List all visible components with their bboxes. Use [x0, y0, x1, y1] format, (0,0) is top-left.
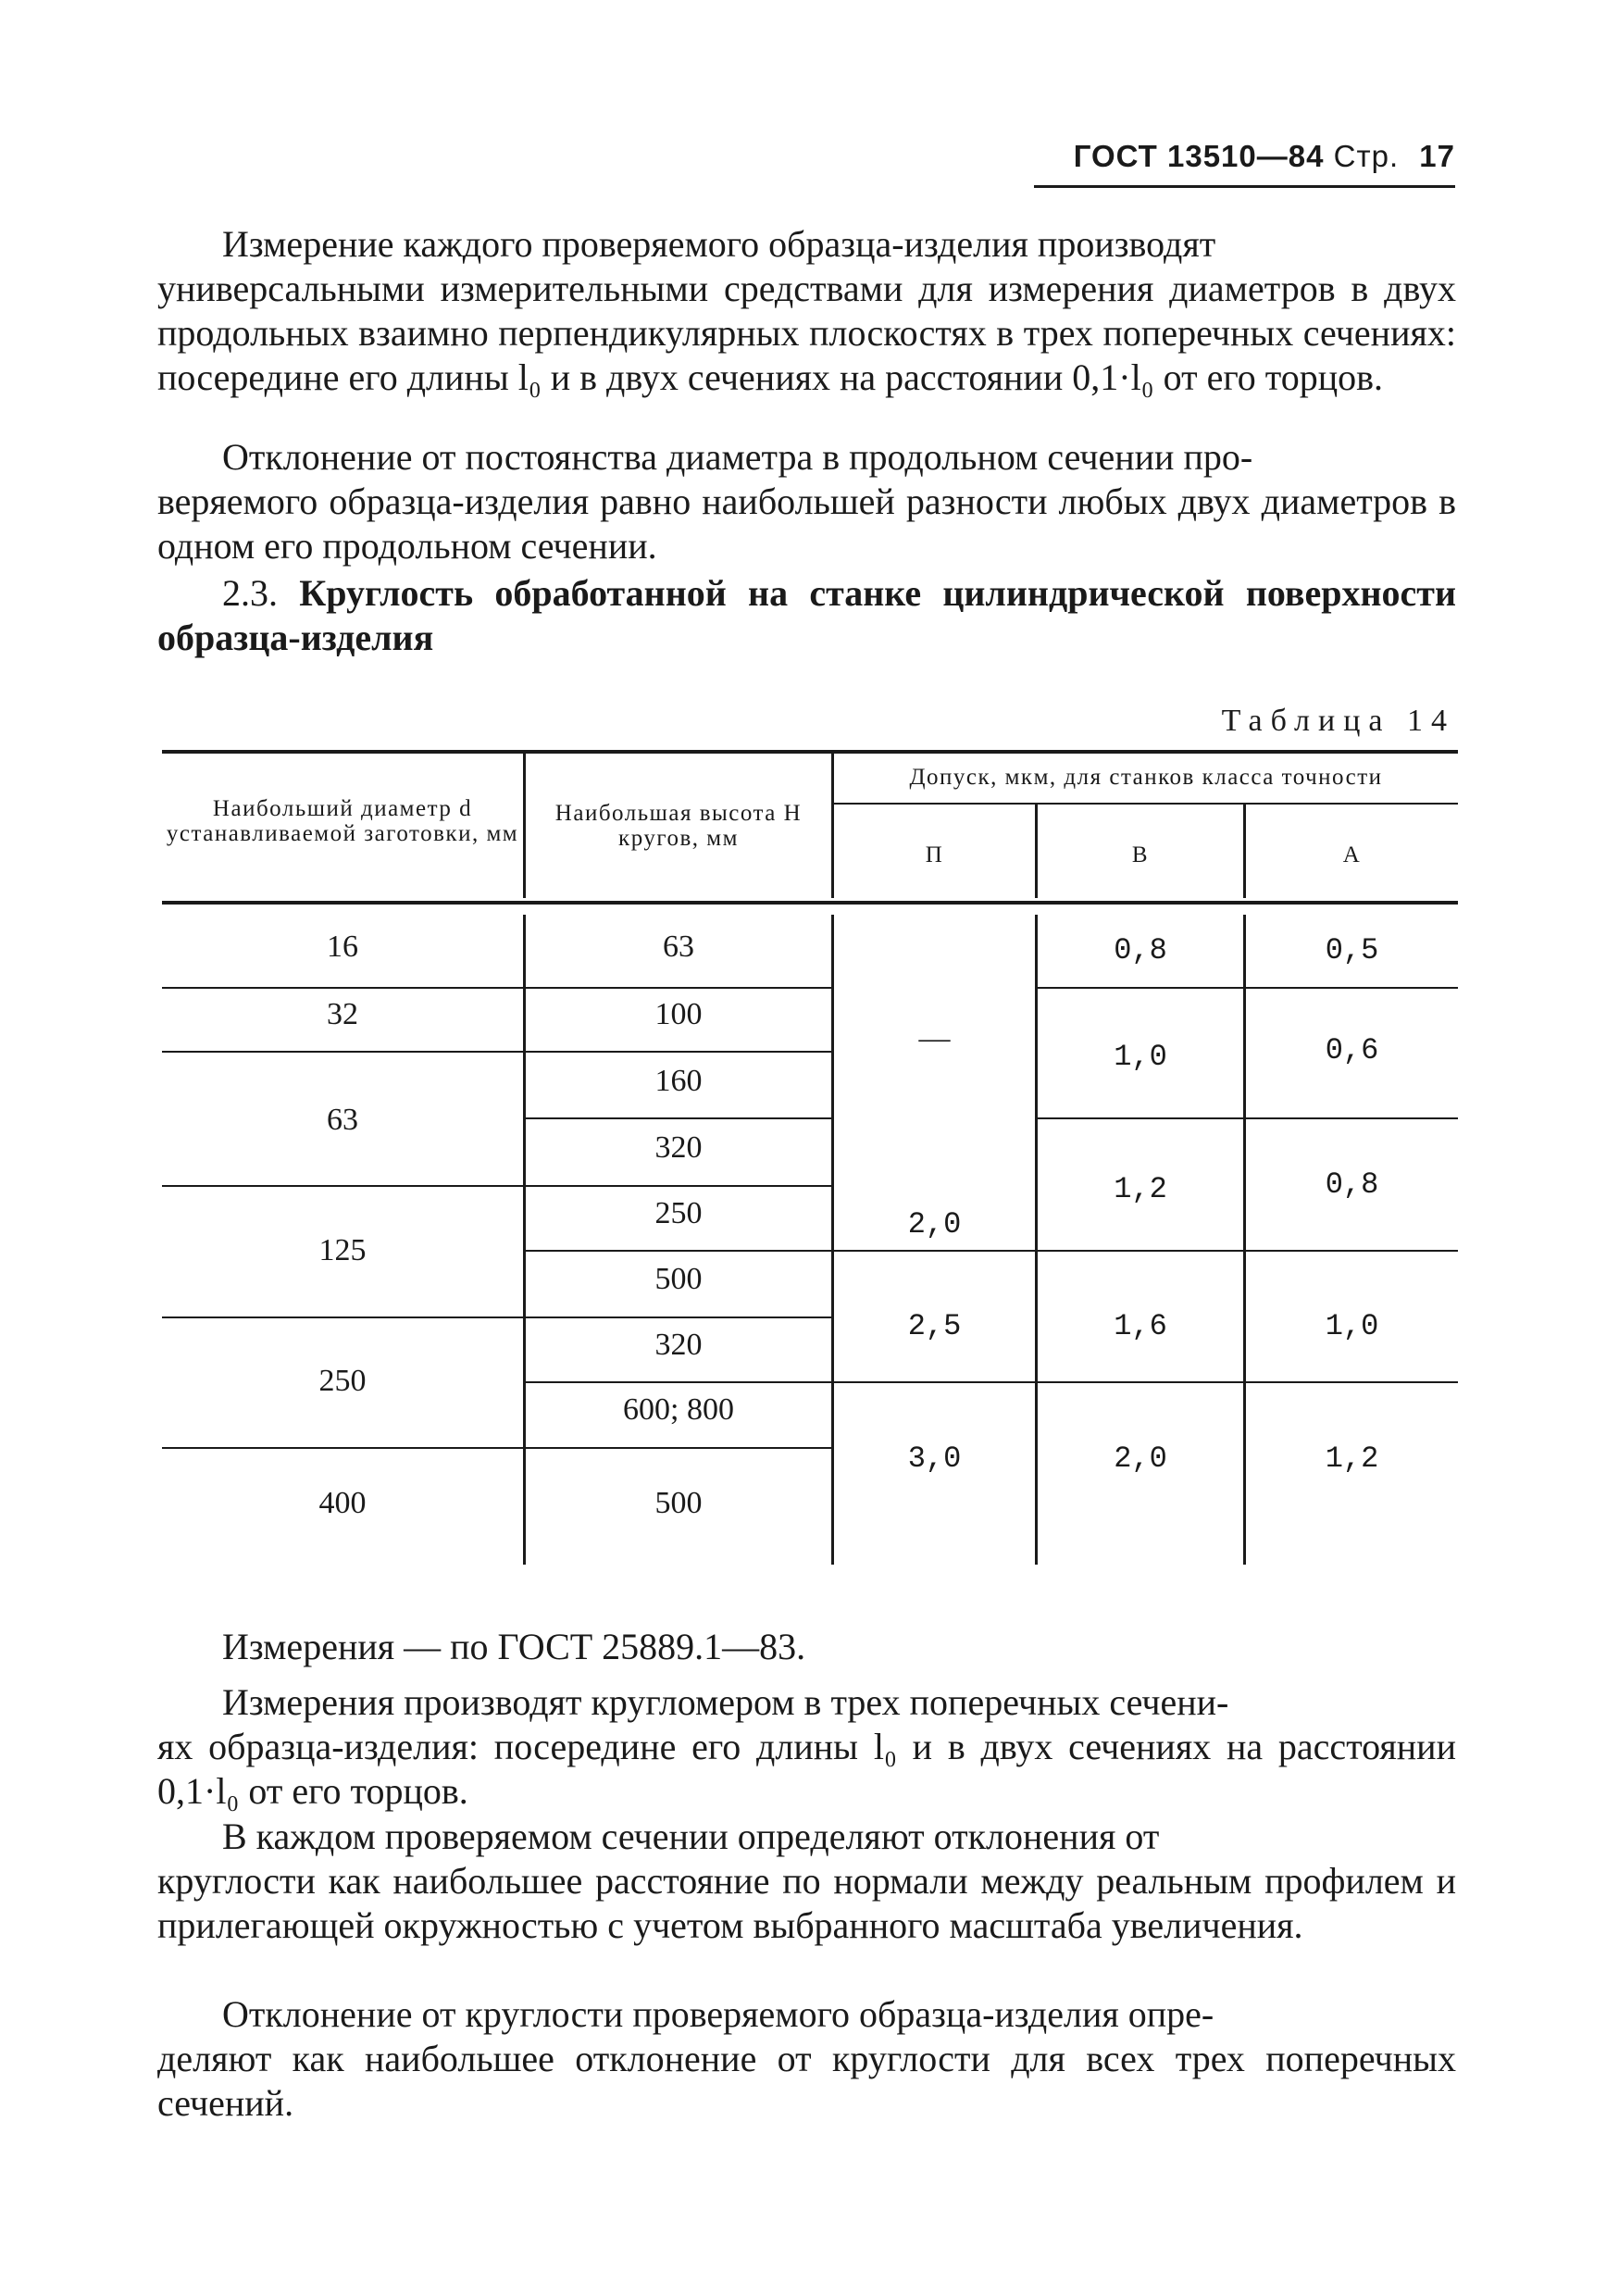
header-diameter: Наибольший диаметр d устанавливаемой заготовки, мм: [166, 796, 519, 846]
row-rule: [526, 1185, 831, 1187]
paragraph-roundness-deviation-definition: [157, 1815, 1456, 1948]
section-heading: [157, 571, 1456, 660]
row-rule: [1038, 1250, 1243, 1252]
tolerance-a-cell: 0,5: [1325, 933, 1379, 967]
table-top-rule: [162, 750, 1458, 754]
row-rule: [834, 1250, 1035, 1252]
paragraph-first-line: Отклонение от круглости проверяемого образца-изделия опре-: [222, 1993, 1214, 2035]
row-rule: [1246, 987, 1458, 989]
diameter-cell: 250: [318, 1364, 367, 1398]
paragraph-text: веряемого образца-изделия равно наибольшей разности любых двух диаметров в одном его продольном сечении.: [157, 480, 1456, 567]
row-rule: [1246, 1381, 1458, 1383]
row-rule: [1038, 987, 1243, 989]
tolerance-v-cell: 1,6: [1114, 1309, 1167, 1343]
tolerance-a-cell: 1,0: [1325, 1309, 1379, 1343]
height-cell: 500: [654, 1486, 703, 1520]
diameter-cell: 32: [327, 997, 358, 1031]
page-label: Стр.: [1333, 139, 1400, 173]
paragraph-first-line: Измерения — по ГОСТ 25889.1—83.: [222, 1626, 806, 1667]
paragraph-text: круглости как наибольшее расстояние по нормали между реальным профилем и прилегающей окружностью с учетом выбранного масштаба увеличения.: [157, 1860, 1456, 1946]
row-rule: [834, 1381, 1035, 1383]
header-height: Наибольшая высота H кругов, мм: [554, 801, 803, 851]
height-cell: 320: [654, 1130, 703, 1165]
tolerance-p-cell: —: [918, 1021, 951, 1055]
row-rule: [526, 1051, 831, 1053]
height-cell: 500: [654, 1262, 703, 1296]
roundness-table: [162, 750, 1458, 1569]
diameter-cell: 16: [327, 930, 358, 964]
diameter-cell: 63: [327, 1103, 358, 1137]
section-number: 2.3.: [222, 572, 278, 614]
paragraph-roundness-deviation-result: [157, 1992, 1456, 2126]
tolerance-a-cell: 0,8: [1325, 1167, 1379, 1202]
row-rule: [1038, 1381, 1243, 1383]
tolerance-p-cell: 2,5: [907, 1309, 962, 1343]
paragraph-roundness-measurement: [157, 1680, 1456, 1814]
row-rule: [162, 987, 523, 989]
paragraph-diameter-deviation: [157, 435, 1456, 568]
header-class-a: А: [1342, 842, 1362, 867]
header-class-v: В: [1131, 842, 1150, 867]
table-label: Таблица 14: [1221, 704, 1455, 738]
tolerance-p-cell: 2,0: [907, 1207, 962, 1242]
header-class-p: П: [925, 842, 944, 867]
row-rule: [526, 1316, 831, 1318]
row-rule: [526, 1381, 831, 1383]
diameter-cell: 125: [318, 1233, 367, 1267]
paragraph-first-line: Измерения производят кругломером в трех поперечных сечени-: [222, 1681, 1229, 1723]
running-header: [1074, 139, 1455, 174]
document-id: ГОСТ 13510—84: [1073, 139, 1325, 173]
tolerance-a-cell: 0,6: [1325, 1033, 1379, 1067]
row-rule: [1246, 1117, 1458, 1119]
section-title: Круглость обработанной на станке цилиндрической поверхности образца-изделия: [157, 572, 1456, 658]
paragraph-text: ях образца-изделия: посередине его длины l₀ и в двух сечениях на расстоянии 0,1·l₀ от его торцов.: [157, 1726, 1456, 1812]
row-rule: [526, 1250, 831, 1252]
header-tolerance: Допуск, мкм, для станков класса точности: [909, 765, 1383, 790]
paragraph-text: деляют как наибольшее отклонение от круглости для всех трех поперечных сечений.: [157, 2038, 1456, 2124]
row-rule: [162, 1447, 523, 1449]
header-sub-rule: [831, 803, 1458, 805]
row-rule: [526, 987, 831, 989]
row-rule: [1038, 1117, 1243, 1119]
tolerance-a-cell: 1,2: [1325, 1441, 1379, 1476]
diameter-cell: 400: [318, 1486, 367, 1520]
paragraph-first-line: Измерение каждого проверяемого образца-изделия производят: [222, 223, 1216, 265]
row-rule: [162, 1316, 523, 1318]
paragraph-text: универсальными измерительными средствами для измерения диаметров в двух продольных взаимно перпендикулярных плоскостях в трех поперечных сечениях: посередине его длины l₀ и в двух сечениях на расстоянии 0,1·l₀ от его торцов.: [157, 268, 1456, 398]
tolerance-v-cell: 1,0: [1114, 1040, 1167, 1074]
height-cell: 250: [654, 1196, 703, 1230]
row-rule: [162, 1185, 523, 1187]
row-rule: [526, 1447, 831, 1449]
height-cell: 600; 800: [623, 1392, 734, 1427]
tolerance-v-cell: 2,0: [1114, 1441, 1167, 1476]
tolerance-p-cell: 3,0: [907, 1441, 962, 1476]
paragraph-measurement-reference: [157, 1625, 1456, 1669]
row-rule: [1246, 1250, 1458, 1252]
height-cell: 100: [654, 997, 703, 1031]
height-cell: 320: [654, 1328, 703, 1362]
paragraph-measurement-method: [157, 222, 1456, 400]
header-bottom-rule: [162, 901, 1458, 905]
page-number: 17: [1419, 139, 1455, 173]
header-rule: [1034, 185, 1455, 188]
row-rule: [526, 1117, 831, 1119]
height-cell: 160: [654, 1064, 703, 1098]
paragraph-first-line: В каждом проверяемом сечении определяют отклонения от: [222, 1816, 1160, 1857]
tolerance-v-cell: 1,2: [1114, 1172, 1167, 1206]
paragraph-first-line: Отклонение от постоянства диаметра в продольном сечении про-: [222, 436, 1253, 478]
row-rule: [162, 1051, 523, 1053]
height-cell: 63: [663, 930, 694, 964]
tolerance-v-cell: 0,8: [1114, 933, 1167, 967]
